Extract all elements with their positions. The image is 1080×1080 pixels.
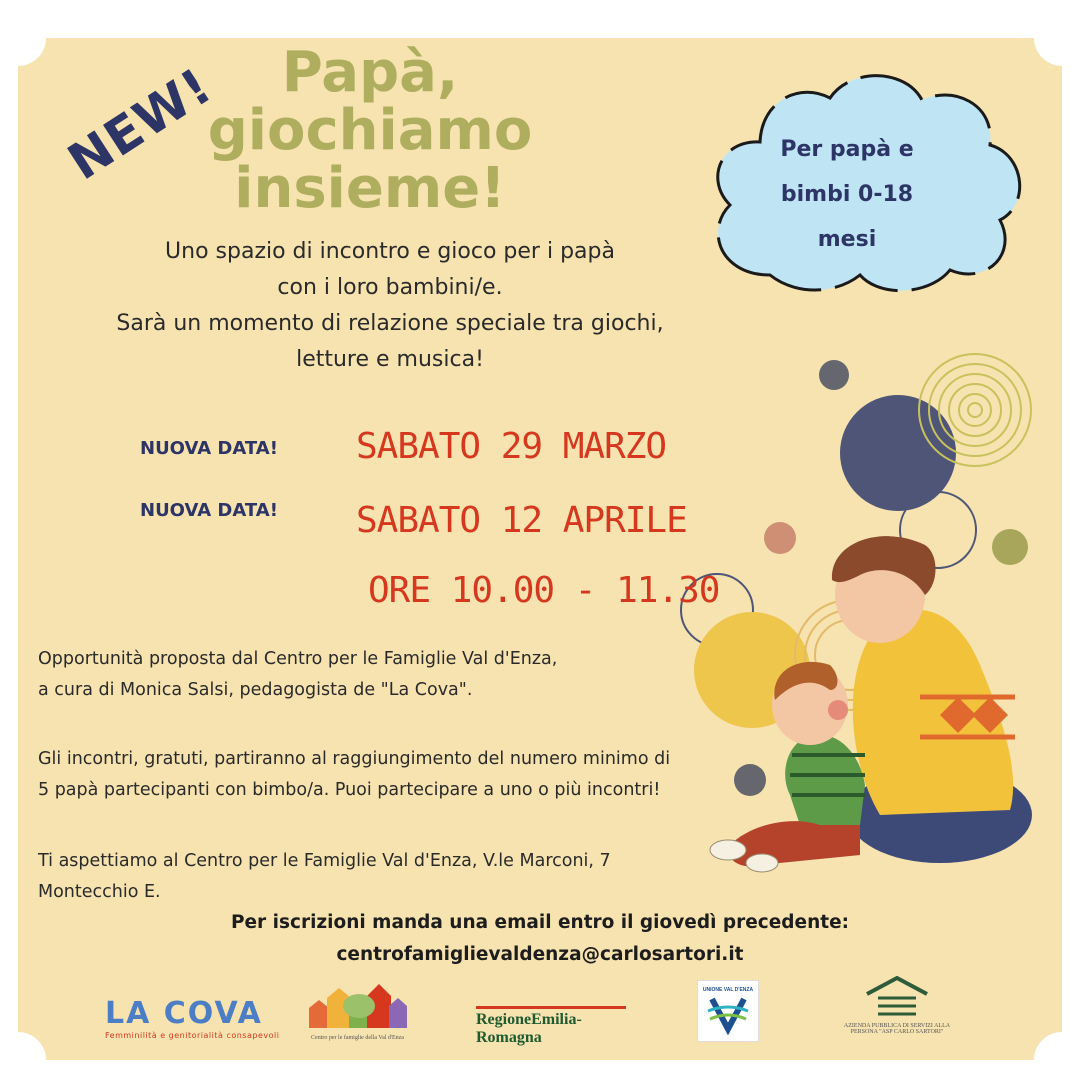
date-1: SABATO 29 MARZO — [356, 426, 667, 467]
paragraph-conditions — [38, 744, 738, 806]
centro-famiglie-logo-text: Centro per le famiglie della Val d'Enza — [311, 1035, 404, 1041]
asp-logo-graphic — [842, 976, 952, 1018]
paragraph-3-line-1: Ti aspettiamo al Centro per le Famiglie Val d'Enza, V.le Marconi, 7 — [38, 851, 611, 871]
lacova-logo-text: LA COVA — [105, 996, 263, 1031]
cloud-text — [742, 127, 952, 262]
cloud-line-1: Per papà e — [780, 137, 914, 162]
lacova-logo-subtitle: Femminilità e genitorialità consapevoli — [105, 1031, 280, 1040]
asp-logo-text: AZIENDA PUBBLICA DI SERVIZI ALLA PERSONA "ASP CARLO SARTORI" — [843, 1023, 951, 1035]
title-line-2: giochiamo — [207, 98, 533, 163]
paragraph-2-line-2: 5 papà partecipanti con bimbo/a. Puoi partecipare a uno o più incontri! — [38, 780, 661, 800]
unione-logo-text: UNIONE VAL D'ENZA — [702, 987, 754, 993]
paragraph-1-line-2: a cura di Monica Salsi, pedagogista de "La Cova". — [38, 680, 473, 700]
signup-email-link[interactable]: centrofamiglievaldenza@carlosartori.it — [336, 944, 744, 965]
unione-val-enza-logo — [697, 980, 759, 1042]
paragraph-location — [38, 846, 738, 908]
date-2: SABATO 12 APRILE — [356, 500, 687, 541]
regione-logo-stripe — [476, 1006, 626, 1009]
date-label-1: NUOVA DATA! — [140, 438, 278, 459]
unione-logo-graphic — [698, 993, 758, 1038]
intro-line-2: con i loro bambini/e. — [277, 275, 503, 300]
paragraph-1-line-1: Opportunità proposta dal Centro per le Famiglie Val d'Enza, — [38, 649, 558, 669]
new-badge: NEW! — [57, 56, 223, 192]
father-child-illustration — [700, 525, 1040, 880]
cloud-line-3: mesi — [817, 227, 877, 252]
centro-famiglie-logo-graphic — [305, 978, 410, 1030]
regione-logo — [476, 1006, 636, 1047]
intro-line-3: Sarà un momento di relazione speciale tra giochi, — [116, 311, 664, 336]
event-time: ORE 10.00 - 11.30 — [368, 570, 720, 611]
lacova-logo — [105, 996, 279, 1040]
intro-text — [40, 234, 740, 378]
asp-logo — [842, 976, 952, 1035]
intro-line-4: letture e musica! — [296, 347, 484, 372]
cloud-line-2: bimbi 0-18 — [780, 182, 914, 207]
paragraph-3-line-2: Montecchio E. — [38, 882, 161, 902]
title-line-3: insieme! — [234, 156, 506, 221]
paragraph-organizer — [38, 644, 738, 706]
page-title — [180, 40, 560, 221]
intro-line-1: Uno spazio di incontro e gioco per i papà — [165, 239, 615, 264]
signup-instructions: Per iscrizioni manda una email entro il giovedì precedente: — [230, 912, 850, 933]
regione-logo-text: RegioneEmilia-Romagna — [476, 1011, 582, 1046]
date-label-2: NUOVA DATA! — [140, 500, 278, 521]
title-line-1: Papà, — [281, 40, 459, 105]
paragraph-2-line-1: Gli incontri, gratuti, partiranno al raggiungimento del numero minimo di — [38, 749, 671, 769]
centro-famiglie-logo — [305, 978, 410, 1044]
